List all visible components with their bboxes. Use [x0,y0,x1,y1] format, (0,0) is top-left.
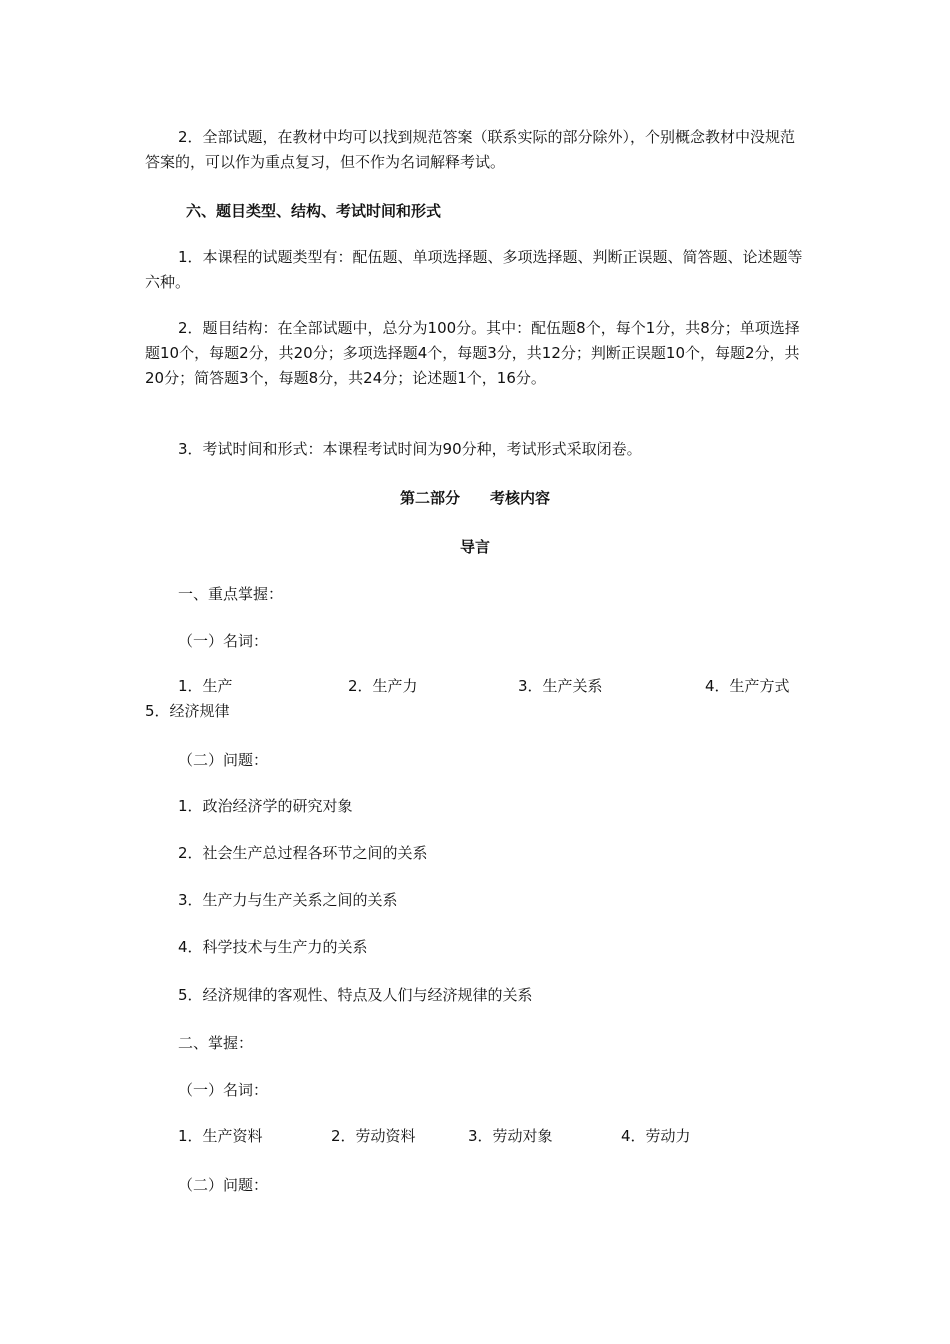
focus-questions-label: （二）问题： [178,751,269,769]
term-item: 4．生产方式 [705,677,790,695]
exam-time-paragraph: 3．考试时间和形式：本课程考试时间为90分种，考试形式采取闭卷。 [178,440,642,458]
master-terms-row [0,1125,950,1150]
term-item: 4．劳动力 [621,1127,691,1145]
section-heading-exam-format: 六、题目类型、结构、考试时间和形式 [186,202,442,220]
term-item: 3．劳动对象 [468,1127,553,1145]
exam-note-paragraph: 2．全部试题，在教材中均可以找到规范答案（联系实际的部分除外），个别概念教材中没规范答案的，可以作为重点复习，但不作为名词解释考试。 [145,128,796,171]
master-terms-label: （一）名词： [178,1081,269,1099]
part-two-title: 第二部分 考核内容 [399,489,550,507]
question-item: 5．经济规律的客观性、特点及人们与经济规律的关系 [178,986,533,1004]
master-questions-label: （二）问题： [178,1176,269,1194]
term-item: 2．生产力 [348,677,418,695]
question-item: 2．社会生产总过程各环节之间的关系 [178,844,428,862]
question-item: 1．政治经济学的研究对象 [178,797,353,815]
question-types-paragraph: 1．本课程的试题类型有：配伍题、单项选择题、多项选择题、判断正误题、简答题、论述题等六种。 [145,248,803,291]
focus-heading: 一、重点掌握： [178,585,284,603]
question-structure-paragraph: 2．题目结构：在全部试题中，总分为100分。其中：配伍题8个，每个1分，共8分；单项选择题10个，每题2分，共20分；多项选择题4个，每题3分，共12分；判断正误题10个，每题2分，共20分；简答题3个，每题8分，共24分；论述题1个，16分。 [145,319,800,387]
focus-terms-label: （一）名词： [178,632,269,650]
focus-terms-row-2 [0,700,950,725]
term-item: 2．劳动资料 [331,1127,416,1145]
term-item: 3．生产关系 [518,677,603,695]
focus-terms-row [0,675,950,700]
question-item: 4．科学技术与生产力的关系 [178,938,368,956]
master-heading: 二、掌握： [178,1034,254,1052]
preface-title: 导言 [459,538,490,556]
term-item: 1．生产资料 [178,1127,263,1145]
question-item: 3．生产力与生产关系之间的关系 [178,891,398,909]
term-item: 1．生产 [178,677,233,695]
term-item: 5．经济规律 [145,702,230,720]
